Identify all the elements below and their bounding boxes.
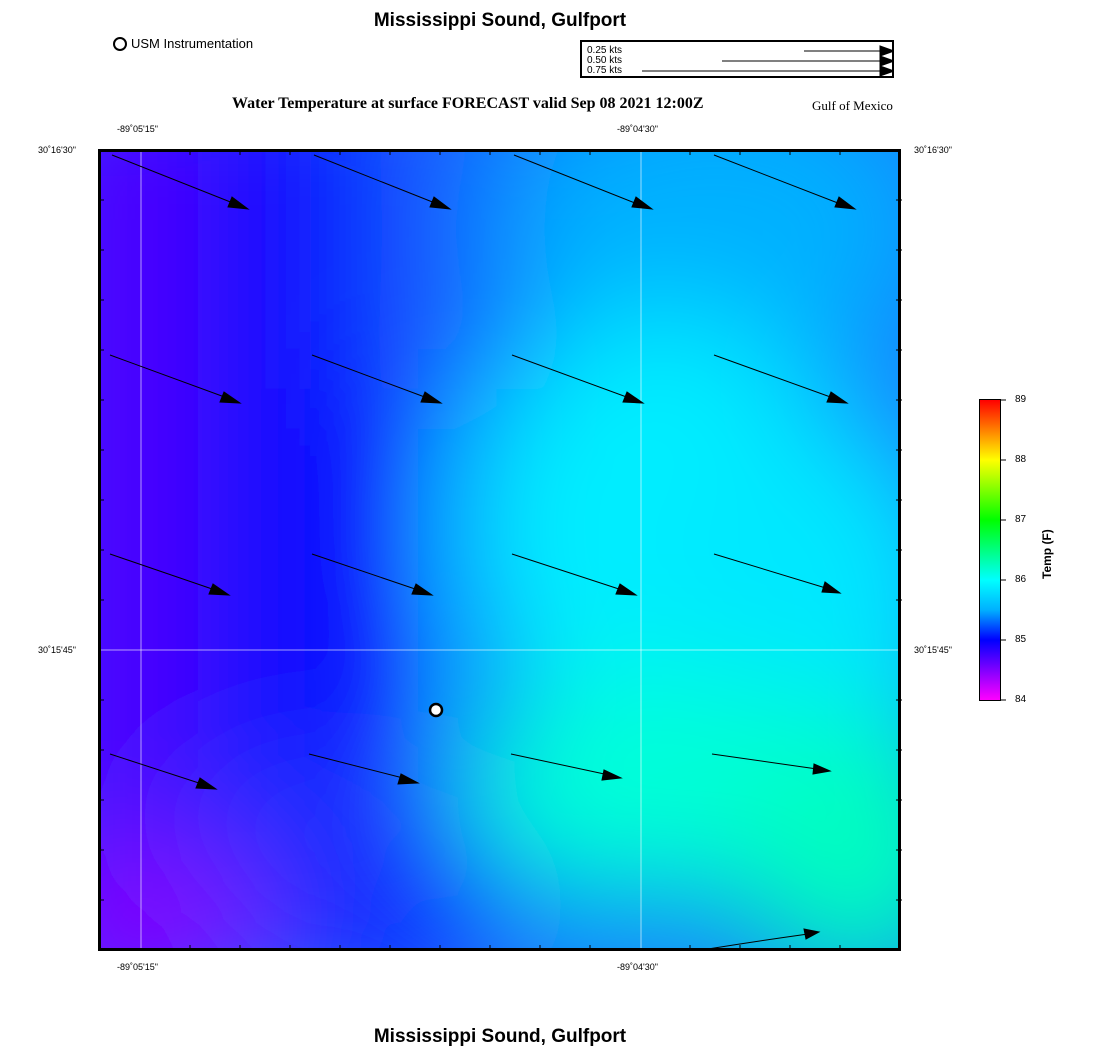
lat-tick-left-2: 30˚15'45" [38,645,76,655]
footer-title: Mississippi Sound, Gulfport [373,1026,627,1047]
colorbar-tick-85: 85 [1015,634,1027,645]
station-legend [113,36,253,51]
lon-tick-bottom-1: -89˚05'15" [117,962,158,972]
region-label: Gulf of Mexico [812,98,893,113]
lon-tick-bottom-2: -89˚04'30" [617,962,658,972]
lat-tick-right-1: 30˚16'30" [914,145,952,155]
lon-tick-top-1: -89˚05'15" [117,124,158,134]
colorbar-tick-87: 87 [1015,514,1027,525]
colorbar-ticks [1001,399,1011,701]
map-title: Mississippi Sound, Gulfport [373,10,627,31]
colorbar-tick-89: 89 [1015,394,1027,405]
lon-tick-top-2: -89˚04'30" [617,124,658,134]
vector-legend-arrows [582,42,892,76]
station-legend-label: USM Instrumentation [131,36,254,51]
lat-tick-right-2: 30˚15'45" [914,645,952,655]
forecast-title: Water Temperature at surface FORECAST valid Sep 08 2021 12:00Z [232,95,704,112]
vector-legend [580,40,894,78]
vector-legend-label-2: 0.50 kts [587,55,623,66]
colorbar-tick-86: 86 [1015,574,1027,585]
vector-legend-label-1: 0.25 kts [587,45,623,56]
lat-tick-left-1: 30˚16'30" [38,145,76,155]
station-marker-icon [113,37,127,51]
colorbar-label: Temp (F) [1040,529,1054,579]
colorbar-tick-88: 88 [1015,454,1027,465]
colorbar-tick-84: 84 [1015,694,1027,705]
map-ticks [90,140,910,960]
vector-legend-label-3: 0.75 kts [587,65,623,76]
temperature-colorbar [979,399,1001,701]
